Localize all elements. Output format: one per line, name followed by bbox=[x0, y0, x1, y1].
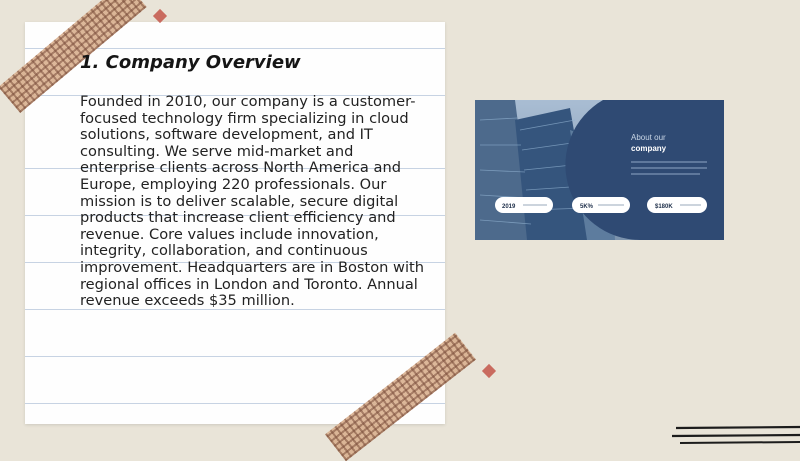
thumb-title-line2: company bbox=[631, 144, 667, 153]
tape-corner-bottom bbox=[482, 364, 496, 378]
stat-value-1: 2019 bbox=[502, 204, 516, 210]
stat-value-3: $180K bbox=[655, 204, 673, 210]
thumb-title-line1: About our bbox=[631, 133, 666, 142]
decorative-lines bbox=[672, 424, 800, 448]
company-slide-thumbnail[interactable] bbox=[475, 100, 724, 240]
about-panel bbox=[565, 100, 724, 240]
tape-corner-top bbox=[153, 9, 167, 23]
section-body-text: Founded in 2010, our company is a customer-focused technology firm specializing in cloud solutions, software development, and IT consulting. We serve mid-market and enterprise clients across North America and Europe, employing 220 professionals. Our mission is to deliver scalable, secure digital products that increase client efficiency and revenue. Core values include innovation, integrity, collaboration, and continuous improvement. Headquarters are in Boston with regional offices in London and Toronto. Annual revenue exceeds $35 million. bbox=[80, 93, 424, 310]
stat-value-2: 5K% bbox=[580, 204, 594, 210]
section-heading: 1. Company Overview bbox=[80, 52, 301, 73]
